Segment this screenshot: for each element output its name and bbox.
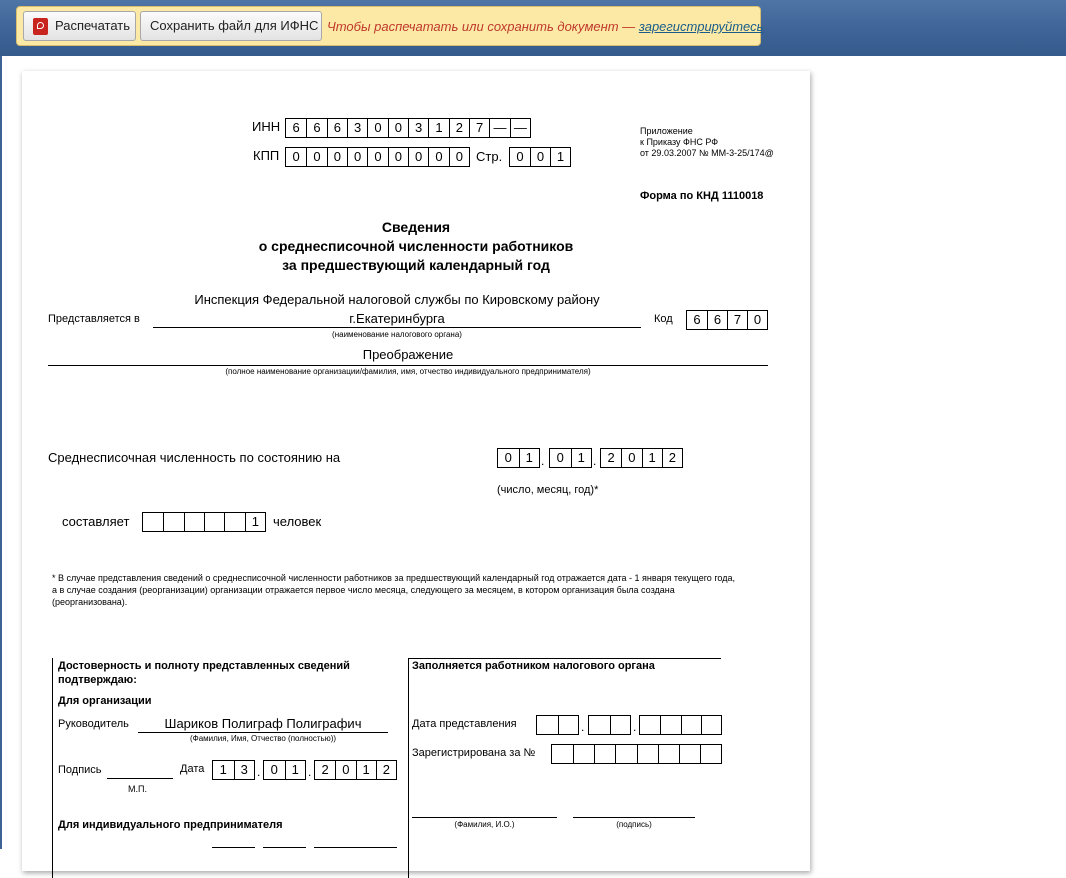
sign-date-label: Дата (180, 763, 205, 775)
tax-office-top-line (408, 658, 721, 659)
notice-message (327, 19, 763, 34)
confirm-heading-line2: подтверждаю: (58, 674, 137, 686)
submission-date-label: Дата представления (412, 718, 517, 730)
submission-date-month-cells (588, 715, 631, 735)
head-name: Шариков Полиграф Полиграфич (164, 716, 362, 731)
date-separator: . (308, 765, 312, 779)
digit-cell: 0 (327, 148, 347, 166)
code-label: Код (654, 313, 673, 325)
digit-cell: 0 (747, 311, 767, 329)
registration-number-cells (551, 744, 722, 764)
officer-name-hint: (Фамилия, И.О.) (454, 820, 515, 829)
date-separator: . (541, 454, 545, 468)
appendix-line3: от 29.03.2007 № ММ-3-25/174@ (640, 148, 774, 158)
date-day-cells (497, 448, 540, 468)
digit-cell: 2 (376, 761, 396, 779)
appendix-line1: Приложение (640, 126, 693, 136)
digit-cell: — (510, 119, 530, 137)
date-separator: . (633, 720, 637, 734)
digit-cell: 2 (662, 449, 682, 467)
digit-cell: 1 (356, 761, 376, 779)
digit-cell (204, 513, 224, 531)
ip-date-year-top (314, 847, 397, 848)
authority-name-line2: г.Екатеринбурга (349, 311, 445, 326)
document-page (22, 71, 810, 871)
digit-cell: 0 (428, 148, 448, 166)
inn-cells (285, 118, 531, 138)
digit-cell: 1 (642, 449, 662, 467)
left-frame-stripe (0, 56, 2, 849)
digit-cell (537, 716, 558, 734)
digit-cell: 1 (519, 449, 540, 467)
officer-name-underline (412, 817, 557, 818)
officer-sign-hint: (подпись) (616, 820, 652, 829)
sign-label: Подпись (58, 764, 102, 776)
digit-cell: 0 (530, 148, 550, 166)
tax-office-heading: Заполняется работником налогового органа (412, 660, 655, 672)
confirm-heading-line1: Достоверность и полноту представленных сведений (58, 660, 350, 672)
digit-cell: 0 (388, 148, 408, 166)
kpp-cells (285, 147, 470, 167)
registration-number-label: Зарегистрирована за № (412, 747, 536, 759)
digit-cell: 6 (693, 312, 701, 327)
notice-text: Чтобы распечатать или сохранить документ — (327, 19, 636, 34)
digit-cell: 0 (367, 119, 387, 137)
head-hint: (Фамилия, Имя, Отчество (полностью)) (189, 734, 337, 743)
amount-unit: человек (273, 514, 322, 529)
sign-underline (107, 778, 173, 779)
digit-cell (679, 745, 700, 763)
organization-name: Преображение (362, 347, 454, 362)
digit-cell (163, 513, 183, 531)
digit-cell: 1 (245, 513, 265, 531)
registration-notice-bar (16, 6, 764, 46)
sign-date-year-cells (314, 760, 397, 780)
authority-underline (153, 327, 641, 328)
date-separator: . (257, 765, 261, 779)
organization-underline (48, 365, 768, 366)
amount-cells (142, 512, 266, 532)
digit-cell: 0 (449, 148, 469, 166)
authority-label: Представляется в (48, 313, 140, 325)
digit-cell: 1 (550, 148, 570, 166)
digit-cell: 1 (571, 449, 592, 467)
digit-cell (552, 745, 573, 763)
ip-date-month-top (263, 847, 306, 848)
digit-cell: 0 (270, 762, 278, 777)
digit-cell: 2 (607, 450, 615, 465)
organization-hint: (полное наименование организации/фамилия, имя, отчество индивидуального предпринимателя) (225, 367, 591, 376)
digit-cell: 6 (327, 119, 347, 137)
date-hint: (число, месяц, год)* (497, 484, 599, 496)
top-toolbar (0, 0, 1066, 56)
digit-cell (224, 513, 244, 531)
title-line2: о среднесписочной численности работников (258, 238, 574, 254)
headcount-label: Среднесписочная численность по состоянию на (48, 450, 341, 465)
authority-hint: (наименование налогового органа) (332, 330, 462, 339)
section-divider (408, 658, 409, 878)
digit-cell (143, 513, 163, 531)
digit-cell (558, 716, 579, 734)
digit-cell: 0 (367, 148, 387, 166)
digit-cell (700, 745, 721, 763)
submission-date-day-cells (536, 715, 579, 735)
form-code: Форма по КНД 1110018 (640, 190, 764, 202)
digit-cell: 2 (321, 762, 329, 777)
save-for-ifns-button[interactable] (140, 11, 322, 41)
date-separator: . (593, 454, 597, 468)
digit-cell (594, 745, 615, 763)
date-year-cells (600, 448, 683, 468)
digit-cell (658, 745, 679, 763)
digit-cell: 0 (504, 450, 512, 465)
print-button-label: Распечатать (55, 18, 131, 33)
appendix-line2: к Приказу ФНС РФ (640, 137, 719, 147)
digit-cell: 0 (347, 148, 367, 166)
digit-cell: 3 (234, 761, 255, 779)
for-ip-heading: Для индивидуального предпринимателя (58, 819, 283, 831)
digit-cell: 1 (219, 762, 227, 777)
inn-label: ИНН (252, 119, 281, 134)
submission-date-year-cells (639, 715, 722, 735)
digit-cell: 1 (428, 119, 448, 137)
digit-cell: 0 (621, 449, 641, 467)
save-button-label: Сохранить файл для ИФНС (150, 18, 319, 33)
date-separator: . (581, 720, 585, 734)
digit-cell: 6 (306, 119, 326, 137)
digit-cell: 0 (292, 149, 300, 164)
sign-date-month-cells (263, 760, 306, 780)
authority-name-line1: Инспекция Федеральной налоговой службы по Кировскому району (194, 292, 600, 307)
page-label: Стр. (476, 149, 503, 164)
digit-cell (640, 716, 660, 734)
title-line3: за предшествующий календарный год (282, 257, 550, 273)
digit-cell (610, 716, 631, 734)
digit-cell: 6 (707, 311, 727, 329)
digit-cell (615, 745, 636, 763)
digit-cell: 1 (285, 761, 306, 779)
digit-cell (637, 745, 658, 763)
digit-cell: 0 (516, 149, 524, 164)
digit-cell: 6 (292, 120, 300, 135)
digit-cell: 0 (388, 119, 408, 137)
digit-cell: 0 (408, 148, 428, 166)
date-month-cells (549, 448, 592, 468)
digit-cell: 2 (449, 119, 469, 137)
title-line1: Сведения (381, 219, 451, 235)
code-cells (686, 310, 768, 330)
digit-cell: 3 (408, 119, 428, 137)
head-underline (138, 732, 388, 733)
digit-cell (701, 716, 721, 734)
digit-cell (573, 745, 594, 763)
digit-cell: — (489, 119, 509, 137)
digit-cell (681, 716, 701, 734)
digit-cell: 7 (727, 311, 747, 329)
page-cells (509, 147, 571, 167)
digit-cell (660, 716, 680, 734)
register-link[interactable]: зарегистрируйтесь (638, 19, 764, 34)
digit-cell: 0 (335, 761, 355, 779)
digit-cell: 3 (347, 119, 367, 137)
stamp-label: М.П. (128, 784, 147, 794)
amount-label: составляет (62, 514, 130, 529)
pdf-icon (33, 18, 48, 35)
digit-cell: 0 (556, 450, 564, 465)
digit-cell (184, 513, 204, 531)
digit-cell: 0 (306, 148, 326, 166)
digit-cell (589, 716, 610, 734)
digit-cell: 7 (469, 119, 489, 137)
kpp-label: КПП (253, 148, 280, 163)
officer-sign-underline (573, 817, 695, 818)
print-button[interactable] (23, 11, 136, 41)
confirm-left-border (52, 658, 53, 878)
ip-date-day-top (212, 847, 255, 848)
footnote-line1: * В случае представления сведений о среднесписочной численности работников за предшествующий календарный год отражается дата - 1 января текущего года, (52, 573, 735, 583)
for-organization-heading: Для организации (58, 695, 152, 707)
head-label: Руководитель (58, 718, 129, 730)
sign-date-day-cells (212, 760, 255, 780)
footnote-line2: а в случае создания (реорганизации) организации отражается первое число месяца, следующего за месяцем, в котором организация была создана (52, 585, 675, 595)
footnote-line3: (реорганизована). (52, 597, 128, 607)
